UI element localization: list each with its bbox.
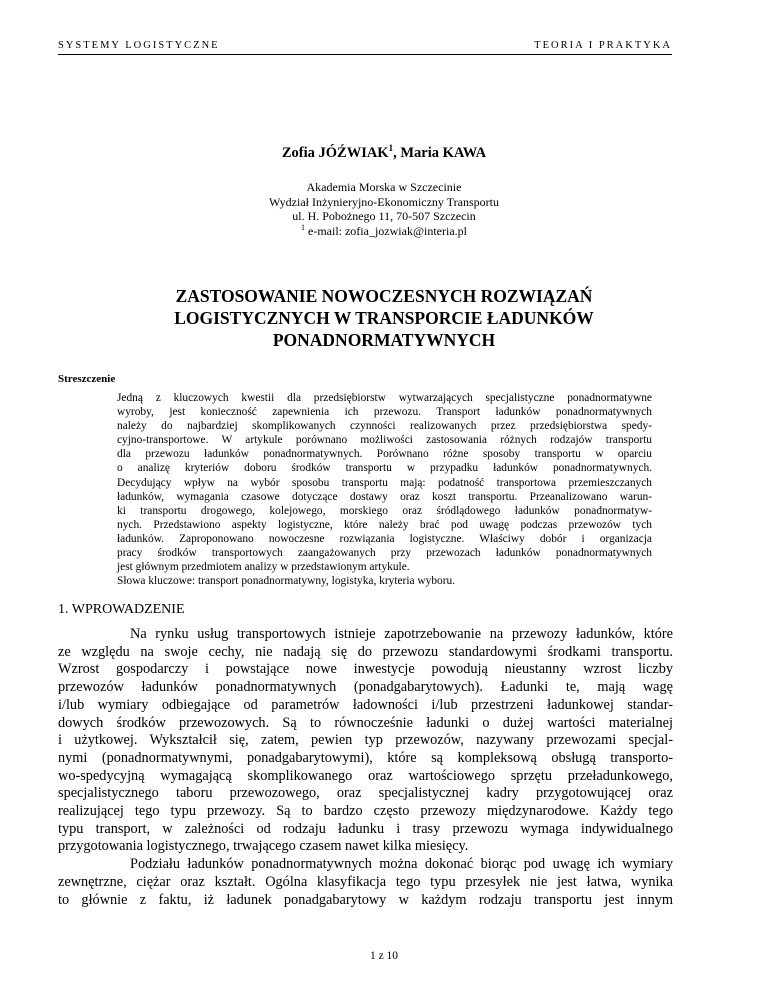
title-line: ZASTOSOWANIE NOWOCZESNYCH ROZWIĄZAŃ <box>175 286 593 306</box>
abstract-line: dla przewozu ładunków ponadnormatywnych. Porównano różne sposoby transportu w oparciu <box>117 448 652 461</box>
affiliation <box>58 180 710 238</box>
journal-subtitle: TEORIA I PRAKTYKA <box>534 40 672 51</box>
keywords: Słowa kluczowe: transport ponadnormatywny, logistyka, kryteria wyboru. <box>117 575 456 588</box>
author-1: Zofia JÓŹWIAK <box>281 145 389 161</box>
paragraph-line: i użytkowej. Wykształcił się, zatem, pewien typ przewozów, nazywany przewozami specjal- <box>58 732 673 749</box>
paragraph-line: zewnętrzne, ciężar oraz kształt. Ogólna klasyfikacja tego typu przesyłek nie jest łatwa, wynika <box>58 873 673 890</box>
author-separator: , <box>393 145 401 161</box>
paper-title <box>58 285 710 351</box>
author-1-footnote-mark: 1 <box>388 143 394 153</box>
paragraph-line: przewozów ładunków ponadnormatywnych (ponadgabarytowych). Ładunki te, mają wagę <box>58 679 673 696</box>
abstract-line: ładunków, wymagania czasowe dotyczące dostawy oraz koszt transportu. Przeanalizowano warun- <box>117 490 652 503</box>
authors <box>58 144 710 162</box>
paragraph-line: realizującej tego typu przewozy. Są to bardzo często przewozy międzynarodowe. Każdy tego <box>58 803 673 820</box>
title-line: PONADNORMATYWNYCH <box>272 330 496 350</box>
affiliation-email-line <box>58 224 710 239</box>
paragraph-line: Wzrost gospodarczy i powstające nowe inwestycje powodują nieustanny wzrost liczby <box>58 661 673 678</box>
abstract-heading: Streszczenie <box>58 373 116 385</box>
abstract-line: ładunków. Zaproponowano nowoczesne rozwiązania logistyczne. Właściwy dobór i organizacja <box>117 532 652 545</box>
paragraph-line: wo-spedycyjną wymagającą skomplikowanego oraz wartościowego sprzętu przeładunkowego, <box>58 767 673 784</box>
abstract-line: należy do najbardziej skomplikowanych czynności realizowanych przez przedsiębiorstwa spedy- <box>117 420 652 433</box>
title-line: LOGISTYCZNYCH W TRANSPORCIE ŁADUNKÓW <box>174 308 594 328</box>
abstract-line: Decydujący wpływ na wybór sposobu transportu mają: podatność transportowa przemieszczanych <box>117 476 652 489</box>
journal-name: SYSTEMY LOGISTYCZNE <box>58 40 220 51</box>
affiliation-email: e-mail: zofia_jozwiak@interia.pl <box>305 223 467 238</box>
abstract-line: pracy środków transportowych zaangażowanych przy przewozach ładunków ponadnormatywnych <box>117 547 652 560</box>
paragraph-line: Na rynku usług transportowych istnieje zapotrzebowanie na przewozy ładunków, które <box>130 626 673 642</box>
abstract <box>117 391 652 588</box>
body-text <box>58 626 673 909</box>
paragraph-line: przygotowania logistycznego, trwającego czasem nawet kilka miesięcy. <box>58 838 469 855</box>
paragraph-line: to głównie z faktu, iż ładunek ponadgabarytowy w każdym rodzaju transportu jest innym <box>58 891 673 908</box>
running-header <box>58 40 672 55</box>
abstract-line: o analizę kryteriów doboru środków transportu w przypadku ładunków ponadnormatywnych. <box>117 462 652 475</box>
author-2: Maria KAWA <box>400 145 487 161</box>
paragraph-line: typu transport, w zależności od rodzaju ładunku i trasy przewozu wymaga indywidualnego <box>58 820 673 837</box>
abstract-line: wyroby, jest konieczność zapewnienia ich przewozu. Transport ładunków ponadnormatywnych <box>117 406 652 419</box>
paragraph-line: dowych środków przewozowych. Są to równocześnie ładunki o dużej wartości materialnej <box>58 714 673 731</box>
abstract-line: nych. Przedstawiono aspekty logistyczne, które należy brać pod uwagę podczas przewozów tych <box>117 518 652 531</box>
paragraph-line: i/lub wymiary odbiegające od parametrów ładowności i/lub przestrzeni ładunkowej standar- <box>58 696 673 713</box>
affiliation-institution: Akademia Morska w Szczecinie <box>306 180 462 194</box>
affiliation-address: ul. H. Pobożnego 11, 70-507 Szczecin <box>292 209 476 223</box>
paragraph-line: ze względu na swoje cechy, nie nadają się do przewozu standardowymi środkami transportu. <box>58 643 673 660</box>
abstract-line: Jedną z kluczowych kwestii dla przedsiębiorstw wytwarzających specjalistyczne ponadnormatywne <box>117 392 652 404</box>
paragraph-line: Podziału ładunków ponadnormatywnych można dokonać biorąc pod uwagę ich wymiary <box>130 856 673 873</box>
email-footnote-mark: 1 <box>301 222 305 232</box>
abstract-line: jest głównym przedmiotem analizy w przedstawionym artykule. <box>117 561 410 574</box>
paragraph-line: nymi (ponadnormatywnymi, ponadgabarytowymi), które są kompleksową obsługą transporto- <box>58 749 673 766</box>
abstract-line: cyjno-transportowe. W artykule porównano możliwości zastosowania różnych rodzajów transportu <box>117 434 652 447</box>
page-number: 1 z 10 <box>369 950 399 962</box>
paragraph-line: specjalistycznego taboru przewozowego, oraz specjalistycznej kadry przygotowującej oraz <box>58 785 673 802</box>
affiliation-faculty: Wydział Inżynieryjno-Ekonomiczny Transportu <box>269 194 499 209</box>
section-heading: 1. WPROWADZENIE <box>58 602 185 617</box>
abstract-line: ki transportu drogowego, kolejowego, morskiego oraz śródlądowego ładunków ponadnormatyw- <box>117 504 652 517</box>
